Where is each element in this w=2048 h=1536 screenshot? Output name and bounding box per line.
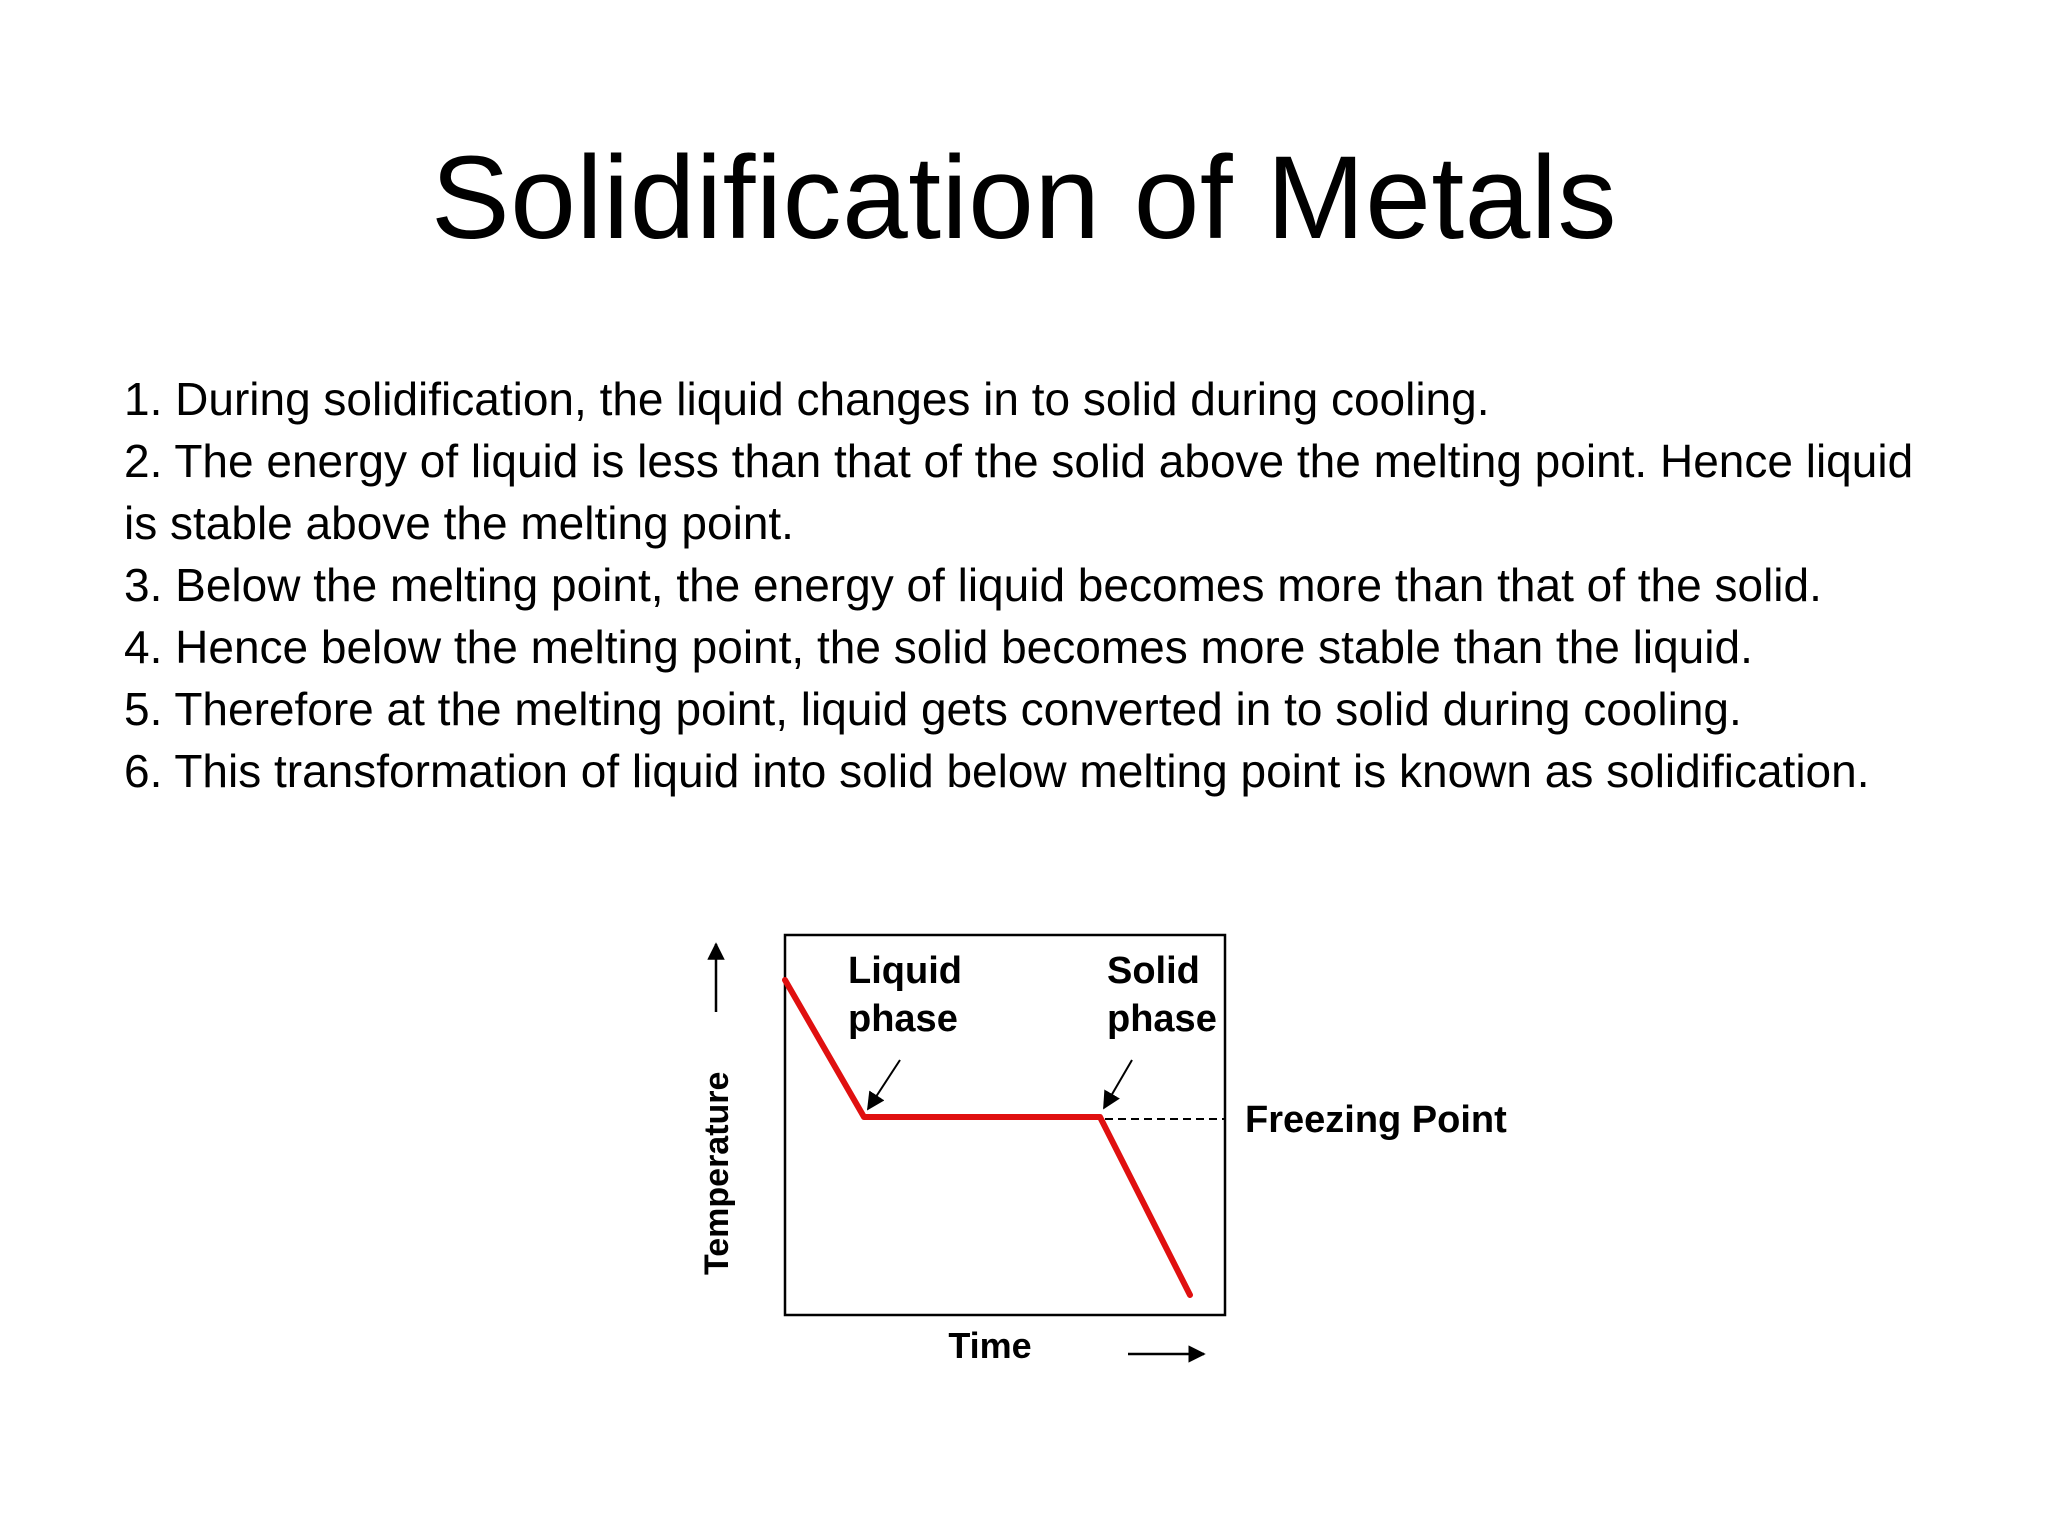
bullet-point-6: 6. This transformation of liquid into solid below melting point is known as solidification. <box>124 745 1870 797</box>
y-axis-label: Temperature <box>698 1071 736 1275</box>
liquid-phase-pointer-arrow <box>868 1060 900 1109</box>
bullet-list <box>124 368 1924 802</box>
solid-phase-pointer-arrow <box>1104 1060 1132 1108</box>
liquid-phase-label-line2: phase <box>848 998 958 1040</box>
plot-frame <box>785 935 1225 1315</box>
slide-title: Solidification of Metals <box>430 132 1617 264</box>
bullet-point-3: 3. Below the melting point, the energy of liquid becomes more than that of the solid. <box>124 559 1822 611</box>
x-axis-label: Time <box>948 1325 1032 1366</box>
freezing-point-label: Freezing Point <box>1245 1099 1507 1141</box>
solid-phase-label-line2: phase <box>1107 998 1217 1040</box>
solid-phase-label-line1: Solid <box>1107 950 1200 992</box>
bullet-point-2: 2. The energy of liquid is less than that of the solid above the melting point. Hence liquid is stable above the melting point. <box>124 435 1914 549</box>
bullet-point-4: 4. Hence below the melting point, the solid becomes more stable than the liquid. <box>124 621 1753 673</box>
bullet-point-5: 5. Therefore at the melting point, liquid gets converted in to solid during cooling. <box>124 683 1742 735</box>
liquid-phase-label-line1: Liquid <box>848 950 962 992</box>
cooling-curve-diagram <box>680 920 1580 1390</box>
bullet-point-1: 1. During solidification, the liquid changes in to solid during cooling. <box>124 373 1490 425</box>
